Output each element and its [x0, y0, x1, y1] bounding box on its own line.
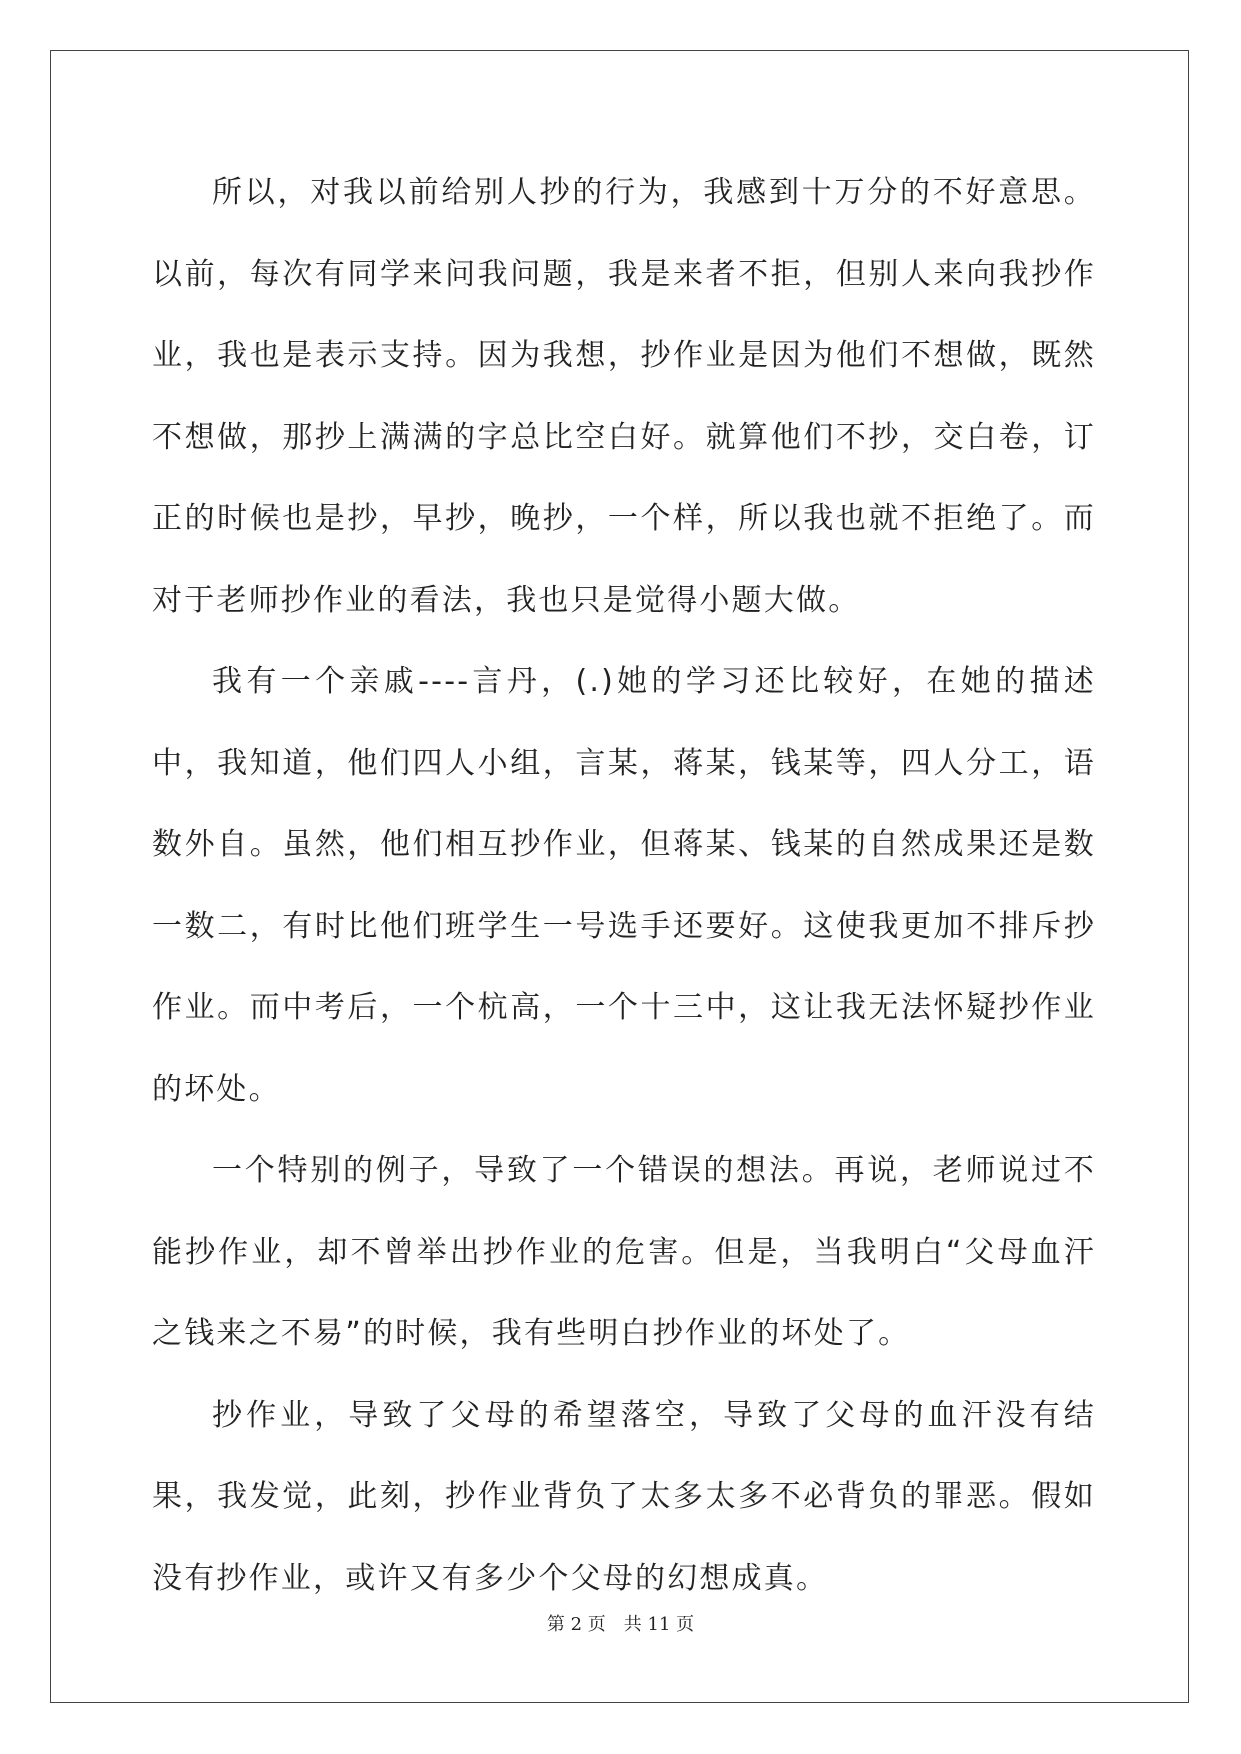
paragraph-2: 我有一个亲戚----言丹，(.)她的学习还比较好，在她的描述中，我知道，他们四人小组，言某，蒋某，钱某等，四人分工，语数外自。虽然，他们相互抄作业，但蒋某、钱某的自然成果还是数一数二，有时比他们班学生一号选手还要好。这使我更加不排斥抄作业。而中考后，一个杭高，一个十三中，这让我无法怀疑抄作业的坏处。	[152, 664, 1096, 1107]
document-body	[152, 152, 1096, 1619]
paragraph-3: 一个特别的例子，导致了一个错误的想法。再说，老师说过不能抄作业，却不曾举出抄作业的危害。但是，当我明白“父母血汗之钱来之不易”的时候，我有些明白抄作业的坏处了。	[152, 1153, 1096, 1351]
paragraph-1: 所以，对我以前给别人抄的行为，我感到十万分的不好意思。以前，每次有同学来问我问题，我是来者不拒，但别人来向我抄作业，我也是表示支持。因为我想，抄作业是因为他们不想做，既然不想做，那抄上满满的字总比空白好。就算他们不抄，交白卷，订正的时候也是抄，早抄，晚抄，一个样，所以我也就不拒绝了。而对于老师抄作业的看法，我也只是觉得小题大做。	[152, 175, 1096, 618]
page-number-footer: 第 2 页 共 11 页	[546, 1614, 695, 1635]
paragraph-4: 抄作业，导致了父母的希望落空，导致了父母的血汗没有结果，我发觉，此刻，抄作业背负了太多太多不必背负的罪恶。假如没有抄作业，或许又有多少个父母的幻想成真。	[152, 1397, 1096, 1596]
